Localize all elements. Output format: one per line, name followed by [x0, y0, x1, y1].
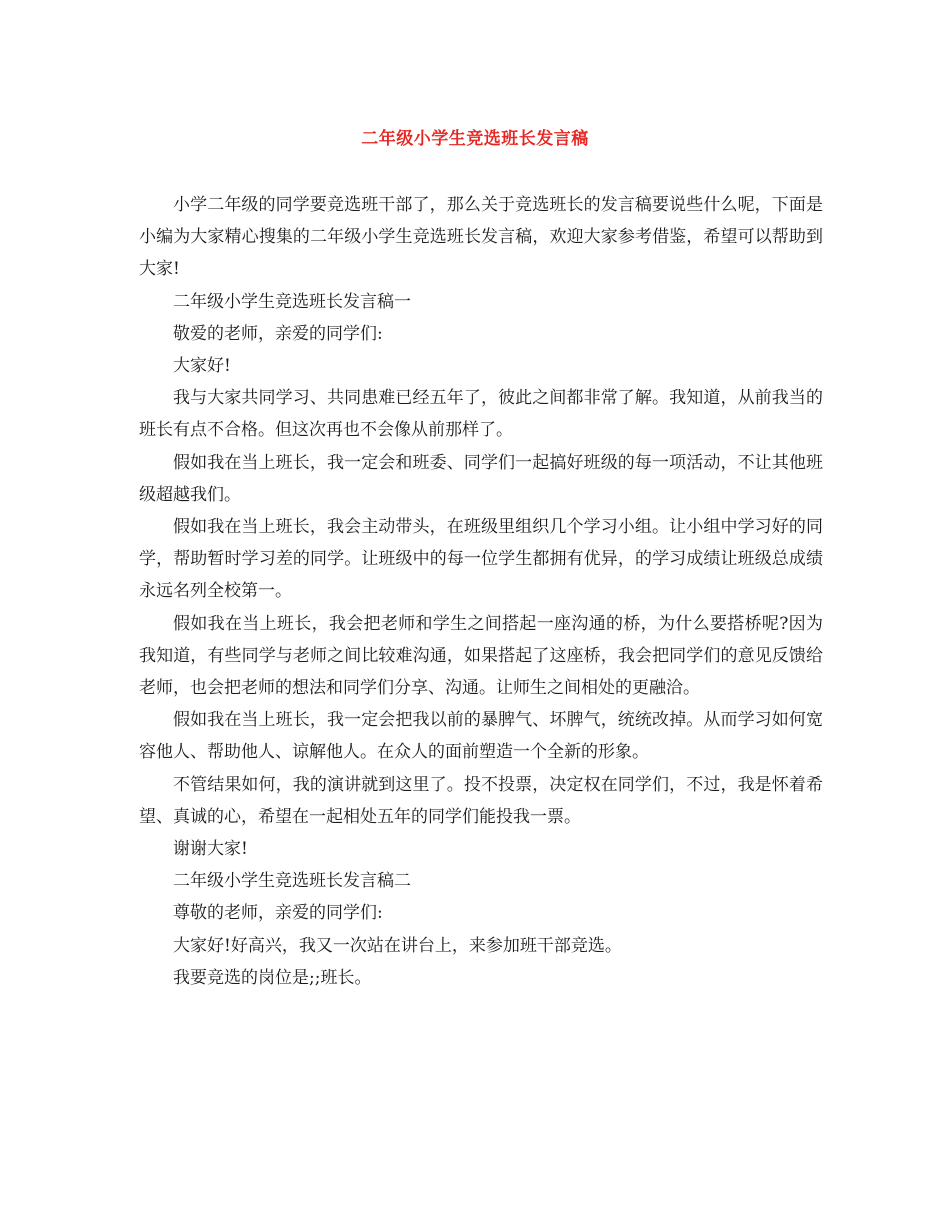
greeting-2: 大家好!好高兴，我又一次站在讲台上，来参加班干部竞选。: [173, 935, 622, 956]
paragraph: 假如我在当上班长，我会把老师和学生之间搭起一座沟通的桥，为什么要搭桥呢?因为我知道，有些同学与老师之间比较难沟通，如果搭起了这座桥，我会把同学们的意见反馈给老师，也会把老师的想法和同学们分享、沟通。让师生之间相处的更融洽。: [139, 613, 823, 699]
document-title: 二年级小学生竞选班长发言稿: [361, 129, 589, 149]
section-heading-1: 二年级小学生竞选班长发言稿一: [173, 291, 411, 312]
paragraph: 假如我在当上班长，我一定会把我以前的暴脾气、坏脾气，统统改掉。从而学习如何宽容他人、帮助他人、谅解他人。在众人的面前塑造一个全新的形象。: [139, 710, 823, 763]
greeting-1: 大家好!: [173, 356, 231, 377]
paragraph-intro: 小学二年级的同学要竞选班干部了，那么关于竞选班长的发言稿要说些什么呢，下面是小编为大家精心搜集的二年级小学生竞选班长发言稿，欢迎大家参考借鉴，希望可以帮助到大家!: [139, 195, 823, 280]
salutation-2: 尊敬的老师，亲爱的同学们:: [173, 903, 383, 924]
paragraph: 假如我在当上班长，我一定会和班委、同学们一起搞好班级的每一项活动，不让其他班级超越我们。: [139, 452, 823, 505]
paragraph: 我与大家共同学习、共同患难已经五年了，彼此之间都非常了解。我知道，从前我当的班长有点不合格。但这次再也不会像从前那样了。: [139, 388, 823, 441]
salutation-1: 敬爱的老师，亲爱的同学们:: [173, 323, 383, 344]
paragraph: 我要竞选的岗位是;;班长。: [173, 967, 372, 988]
closing-1: 谢谢大家!: [173, 839, 248, 860]
paragraph: 不管结果如何，我的演讲就到这里了。投不投票，决定权在同学们，不过，我是怀着希望、真诚的心，希望在一起相处五年的同学们能投我一票。: [139, 774, 823, 827]
section-heading-2: 二年级小学生竞选班长发言稿二: [173, 871, 411, 892]
paragraph: 假如我在当上班长，我会主动带头，在班级里组织几个学习小组。让小组中学习好的同学，帮助暂时学习差的同学。让班级中的每一位学生都拥有优异，的学习成绩让班级总成绩永远名列全校第一。: [139, 517, 823, 602]
document-body: [139, 189, 823, 994]
